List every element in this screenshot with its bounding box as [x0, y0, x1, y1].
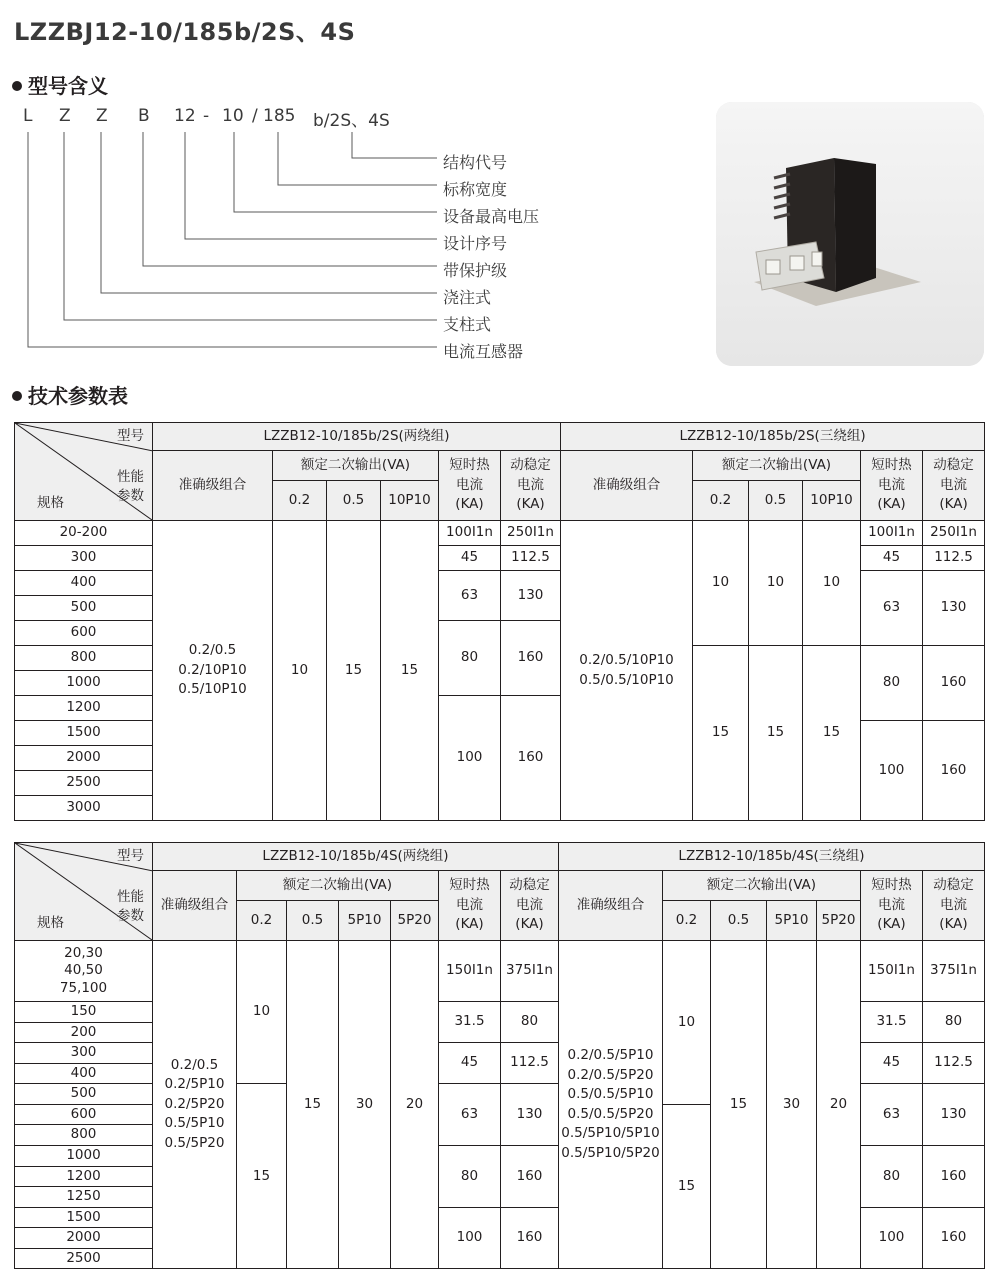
spec-cell: 2500: [15, 1248, 153, 1269]
col-5p20: 5P20: [391, 901, 439, 941]
label-current-transformer: 电流互感器: [443, 342, 524, 361]
bullet-icon: [12, 391, 22, 401]
col-5p20: 5P20: [817, 901, 861, 941]
col-0.2: 0.2: [237, 901, 287, 941]
spec-cell: 1200: [15, 696, 153, 721]
thermal-cell: 63: [439, 571, 501, 621]
corner-param-label: 参数: [117, 908, 144, 924]
code-letter-l: L: [23, 106, 33, 126]
model-code-leader-lines: [0, 100, 700, 370]
spec-cell: 1500: [15, 1207, 153, 1228]
dynamic-cell: 250I1n: [923, 521, 985, 546]
code-dash: -: [203, 106, 210, 126]
spec-cell: 1500: [15, 721, 153, 746]
spec-cell: 1200: [15, 1166, 153, 1187]
label-structure-code: 结构代号: [443, 153, 508, 172]
thermal-cell: 80: [861, 646, 923, 721]
spec-cell: 2000: [15, 746, 153, 771]
spec-cell: 2500: [15, 771, 153, 796]
thermal-cell: 63: [861, 571, 923, 646]
corner-spec-label: 规格: [37, 915, 64, 931]
dynamic-cell: 160: [923, 721, 985, 821]
thermal-cell: 31.5: [439, 1002, 501, 1043]
dynamic-cell: 250I1n: [501, 521, 561, 546]
output-cell: 10: [273, 521, 327, 821]
table2-corner-cell: [15, 843, 153, 941]
col-0.5: 0.5: [711, 901, 767, 941]
code-letter-b: B: [138, 106, 150, 126]
code-letter-z1: Z: [59, 106, 71, 126]
output-cell: 15: [237, 1084, 287, 1269]
corner-model-label: 型号: [117, 428, 144, 444]
dynamic-cell: 112.5: [923, 1043, 985, 1084]
corner-param-label: 参数: [117, 488, 144, 504]
dynamic-cell: 160: [923, 646, 985, 721]
rated-output-header: 额定二次输出(VA): [663, 871, 861, 901]
thermal-cell: 45: [861, 1043, 923, 1084]
spec-cell: 800: [15, 646, 153, 671]
page-title: LZZBJ12-10/185b/2S、4S: [14, 18, 356, 46]
accuracy-cell: 0.2/0.5/5P10 0.2/0.5/5P20 0.5/0.5/5P10 0.5/0.5/5P20 0.5/5P10/5P10 0.5/5P10/5P20: [559, 941, 663, 1269]
tech-params-heading-text: 技术参数表: [28, 384, 128, 408]
code-slash: /: [252, 106, 258, 126]
label-cast-type: 浇注式: [443, 288, 492, 307]
col-0.5: 0.5: [327, 481, 381, 521]
corner-model-label: 型号: [117, 848, 144, 864]
thermal-cell: 100I1n: [861, 521, 923, 546]
col-5p10: 5P10: [767, 901, 817, 941]
spec-table-2s: [14, 422, 985, 821]
tech-params-heading: [12, 380, 128, 409]
output-cell: 15: [287, 941, 339, 1269]
accuracy-header: 准确级组合: [153, 871, 237, 941]
label-post-type: 支柱式: [443, 315, 492, 334]
table1-corner-cell: [15, 423, 153, 521]
output-cell: 15: [749, 646, 803, 821]
accuracy-cell: 0.2/0.5/10P10 0.5/0.5/10P10: [561, 521, 693, 821]
label-nominal-width: 标称宽度: [443, 180, 508, 199]
output-cell: 15: [381, 521, 439, 821]
spec-cell: 1000: [15, 671, 153, 696]
thermal-cell: 45: [861, 546, 923, 571]
accuracy-header: 准确级组合: [153, 451, 273, 521]
output-cell: 20: [391, 941, 439, 1269]
thermal-cell: 100: [861, 721, 923, 821]
dynamic-cell: 160: [501, 1207, 559, 1269]
model-meaning-heading-text: 型号含义: [28, 74, 108, 98]
output-cell: 15: [803, 646, 861, 821]
dynamic-header: 动稳定 电流 (KA): [923, 871, 985, 941]
spec-cell: 800: [15, 1125, 153, 1146]
col-10p10: 10P10: [381, 481, 439, 521]
col-5p10: 5P10: [339, 901, 391, 941]
col-0.2: 0.2: [273, 481, 327, 521]
col-0.2: 0.2: [663, 901, 711, 941]
dynamic-cell: 80: [923, 1002, 985, 1043]
dynamic-header: 动稳定 电流 (KA): [501, 871, 559, 941]
table2-left-title: LZZB12-10/185b/4S(两绕组): [153, 843, 559, 871]
model-meaning-heading: [12, 70, 108, 99]
short-thermal-header: 短时热 电流 (KA): [439, 451, 501, 521]
output-cell: 20: [817, 941, 861, 1269]
spec-cell: 1250: [15, 1187, 153, 1208]
spec-cell: 20-200: [15, 521, 153, 546]
accuracy-cell: 0.2/0.5 0.2/5P10 0.2/5P20 0.5/5P10 0.5/5P20: [153, 941, 237, 1269]
thermal-cell: 100I1n: [439, 521, 501, 546]
thermal-cell: 100: [439, 696, 501, 821]
code-voltage: 10: [222, 106, 244, 126]
spec-cell: 600: [15, 621, 153, 646]
corner-perf-label: 性能: [117, 469, 144, 485]
rated-output-header: 额定二次输出(VA): [693, 451, 861, 481]
spec-cell: 400: [15, 1063, 153, 1084]
label-design-seq: 设计序号: [443, 234, 508, 253]
spec-cell: 200: [15, 1022, 153, 1043]
spec-cell: 3000: [15, 796, 153, 821]
output-cell: 10: [693, 521, 749, 646]
dynamic-cell: 160: [501, 621, 561, 696]
short-thermal-header: 短时热 电流 (KA): [861, 871, 923, 941]
thermal-cell: 100: [439, 1207, 501, 1269]
table1-left-title: LZZB12-10/185b/2S(两绕组): [153, 423, 561, 451]
label-max-voltage: 设备最高电压: [443, 207, 540, 226]
short-thermal-header: 短时热 电流 (KA): [861, 451, 923, 521]
dynamic-cell: 112.5: [501, 1043, 559, 1084]
dynamic-cell: 130: [923, 1084, 985, 1146]
corner-spec-label: 规格: [37, 495, 64, 511]
corner-perf-label: 性能: [117, 889, 144, 905]
dynamic-cell: 130: [923, 571, 985, 646]
output-cell: 10: [803, 521, 861, 646]
accuracy-header: 准确级组合: [561, 451, 693, 521]
accuracy-header: 准确级组合: [559, 871, 663, 941]
rated-output-header: 额定二次输出(VA): [273, 451, 439, 481]
thermal-cell: 150I1n: [861, 941, 923, 1002]
current-transformer-image: [716, 102, 984, 366]
label-protection-class: 带保护级: [443, 261, 508, 280]
thermal-cell: 45: [439, 546, 501, 571]
thermal-cell: 80: [439, 621, 501, 696]
rated-output-header: 额定二次输出(VA): [237, 871, 439, 901]
thermal-cell: 80: [439, 1145, 501, 1207]
col-0.5: 0.5: [287, 901, 339, 941]
dynamic-header: 动稳定 电流 (KA): [923, 451, 985, 521]
output-cell: 10: [749, 521, 803, 646]
dynamic-cell: 160: [923, 1145, 985, 1207]
spec-cell: 150: [15, 1002, 153, 1023]
dynamic-cell: 130: [501, 571, 561, 621]
spec-cell: 400: [15, 571, 153, 596]
thermal-cell: 100: [861, 1207, 923, 1269]
model-code-diagram: [0, 100, 700, 370]
spec-cell: 300: [15, 1043, 153, 1064]
col-0.2: 0.2: [693, 481, 749, 521]
col-10p10: 10P10: [803, 481, 861, 521]
dynamic-cell: 375I1n: [923, 941, 985, 1002]
spec-cell: 500: [15, 596, 153, 621]
product-photo: [716, 102, 984, 366]
dynamic-cell: 112.5: [923, 546, 985, 571]
thermal-cell: 80: [861, 1145, 923, 1207]
output-cell: 15: [693, 646, 749, 821]
code-letter-z2: Z: [96, 106, 108, 126]
table2-right-title: LZZB12-10/185b/4S(三绕组): [559, 843, 985, 871]
thermal-cell: 63: [439, 1084, 501, 1146]
table-row: [15, 941, 985, 1002]
dynamic-header: 动稳定 电流 (KA): [501, 451, 561, 521]
table1-right-title: LZZB12-10/185b/2S(三绕组): [561, 423, 985, 451]
output-cell: 10: [663, 941, 711, 1105]
accuracy-cell: 0.2/0.5 0.2/10P10 0.5/10P10: [153, 521, 273, 821]
spec-cell: 300: [15, 546, 153, 571]
output-cell: 15: [327, 521, 381, 821]
output-cell: 30: [339, 941, 391, 1269]
dynamic-cell: 80: [501, 1002, 559, 1043]
spec-cell: 500: [15, 1084, 153, 1105]
spec-cell: 20,30 40,50 75,100: [15, 941, 153, 1002]
bullet-icon: [12, 81, 22, 91]
thermal-cell: 150I1n: [439, 941, 501, 1002]
col-0.5: 0.5: [749, 481, 803, 521]
thermal-cell: 31.5: [861, 1002, 923, 1043]
output-cell: 30: [767, 941, 817, 1269]
dynamic-cell: 112.5: [501, 546, 561, 571]
spec-table-4s: [14, 842, 985, 1269]
spec-cell: 1000: [15, 1145, 153, 1166]
output-cell: 15: [711, 941, 767, 1269]
short-thermal-header: 短时热 电流 (KA): [439, 871, 501, 941]
output-cell: 10: [237, 941, 287, 1084]
spec-cell: 2000: [15, 1228, 153, 1249]
output-cell: 15: [663, 1104, 711, 1269]
dynamic-cell: 160: [501, 1145, 559, 1207]
code-structure: b/2S、4S: [313, 111, 390, 131]
spec-cell: 600: [15, 1104, 153, 1125]
code-design-seq: 12: [174, 106, 196, 126]
dynamic-cell: 160: [923, 1207, 985, 1269]
thermal-cell: 63: [861, 1084, 923, 1146]
dynamic-cell: 375I1n: [501, 941, 559, 1002]
code-width: 185: [263, 106, 296, 126]
dynamic-cell: 130: [501, 1084, 559, 1146]
table-row: [15, 521, 985, 546]
dynamic-cell: 160: [501, 696, 561, 821]
thermal-cell: 45: [439, 1043, 501, 1084]
